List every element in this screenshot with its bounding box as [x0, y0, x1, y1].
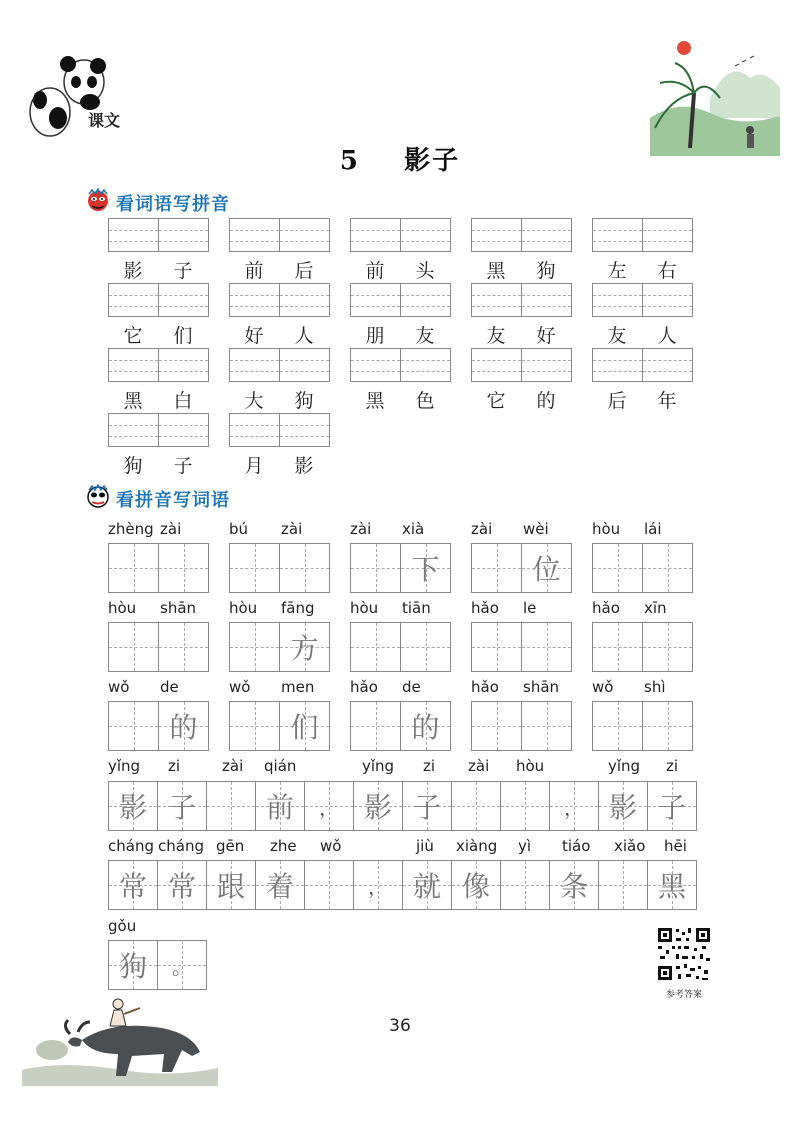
- sentence-cell[interactable]: [255, 781, 305, 831]
- pinyin-text: zài: [350, 520, 372, 538]
- pinyin-grid-pair: [592, 348, 692, 382]
- sentence-char: 着: [265, 870, 294, 903]
- vocab-char: 黑: [365, 390, 385, 412]
- buffalo-illustration: [22, 990, 218, 1086]
- vocab-char: 影: [123, 260, 143, 282]
- pinyin-text: de: [402, 678, 421, 696]
- writing-cell[interactable]: [642, 622, 693, 672]
- pinyin-cell[interactable]: [229, 283, 280, 317]
- vocab-char: 们: [173, 325, 193, 347]
- traced-char: 的: [411, 711, 440, 744]
- writing-grid-pair: [350, 543, 450, 593]
- pinyin-cell[interactable]: [400, 218, 451, 252]
- writing-cell[interactable]: [471, 701, 522, 751]
- vocab-char: 朋: [365, 325, 385, 347]
- writing-grid-pair: [471, 543, 571, 593]
- vocab-char: 它: [486, 390, 506, 412]
- vocab-char: 友: [486, 325, 506, 347]
- vocab-char: 后: [294, 260, 314, 282]
- pinyin-text: wǒ: [592, 678, 614, 696]
- writing-cell[interactable]: [350, 622, 401, 672]
- vocab-char: 子: [173, 455, 193, 477]
- sentence-cell[interactable]: [255, 860, 305, 910]
- traced-char: [109, 544, 158, 592]
- sentence-cell[interactable]: [108, 940, 158, 990]
- sentence-cell[interactable]: [157, 781, 207, 831]
- qr-code-icon[interactable]: [656, 926, 712, 982]
- sentence-cell[interactable]: [647, 860, 697, 910]
- vocab-word: [108, 256, 208, 283]
- writing-grid-pair: [108, 701, 208, 751]
- pinyin-cell[interactable]: [158, 348, 209, 382]
- vocab-word: [350, 386, 450, 413]
- pinyin-text: wǒ: [229, 678, 251, 696]
- sentence-cell[interactable]: [353, 781, 403, 831]
- writing-grid-pair: [471, 622, 571, 672]
- sentence-char: ，: [564, 795, 584, 820]
- lesson-title: [0, 140, 800, 177]
- sentence-char: 。: [172, 954, 192, 979]
- pinyin-cell[interactable]: [350, 283, 401, 317]
- traced-char: [643, 544, 692, 592]
- pinyin-grid-pair: [471, 283, 571, 317]
- pinyin-grid-pair: [592, 218, 692, 252]
- writing-cell[interactable]: [521, 701, 572, 751]
- sentence-pinyin: yì: [518, 837, 532, 855]
- sentence-pinyin: zi: [423, 757, 436, 775]
- pinyin-grid-pair: [108, 283, 208, 317]
- pinyin-grid-pair: [108, 348, 208, 382]
- vocab-char: 好: [244, 325, 264, 347]
- pinyin-cell[interactable]: [471, 348, 522, 382]
- writing-grid-pair: [592, 543, 692, 593]
- vocab-char: 人: [294, 325, 314, 347]
- sentence-cell[interactable]: [549, 860, 599, 910]
- sentence-pinyin: zi: [168, 757, 181, 775]
- writing-cell[interactable]: [350, 543, 401, 593]
- pinyin-cell[interactable]: [592, 218, 643, 252]
- sentence-grid-row: [108, 860, 696, 910]
- pinyin-cell[interactable]: [158, 283, 209, 317]
- pinyin-text: xīn: [644, 599, 667, 617]
- sentence-pinyin: zài: [222, 757, 244, 775]
- traced-char: [109, 623, 158, 671]
- sentence-pinyin: cháng: [158, 837, 204, 855]
- sentence-pinyin: hòu: [516, 757, 545, 775]
- traced-char: [472, 544, 521, 592]
- pinyin-grid-pair: [229, 283, 329, 317]
- sentence-char: [207, 782, 255, 830]
- sentence-char: 子: [412, 791, 441, 824]
- pinyin-text: zài: [160, 520, 182, 538]
- vocab-char: 好: [536, 325, 556, 347]
- writing-cell[interactable]: [400, 622, 451, 672]
- sentence-char: 影: [608, 791, 637, 824]
- sentence-cell[interactable]: [157, 860, 207, 910]
- pinyin-cell[interactable]: [592, 283, 643, 317]
- pinyin-text: shān: [160, 599, 197, 617]
- sentence-cell[interactable]: [402, 781, 452, 831]
- pinyin-text: fāng: [281, 599, 315, 617]
- writing-cell[interactable]: [521, 543, 572, 593]
- sentence-pinyin: qián: [264, 757, 297, 775]
- pinyin-grid-pair: [229, 348, 329, 382]
- writing-cell[interactable]: [158, 622, 209, 672]
- writing-grid-pair: [350, 622, 450, 672]
- vocab-char: 右: [657, 260, 677, 282]
- sentence-char: [305, 861, 353, 909]
- traced-char: [643, 702, 692, 750]
- pinyin-text: le: [523, 599, 537, 617]
- vocab-word: [229, 451, 329, 478]
- vocab-word: [471, 321, 571, 348]
- traced-char: [401, 623, 450, 671]
- pinyin-cell[interactable]: [279, 283, 330, 317]
- vocab-char: 黑: [486, 260, 506, 282]
- vocab-char: 友: [607, 325, 627, 347]
- vocab-char: 后: [607, 390, 627, 412]
- sentence-cell[interactable]: [598, 781, 648, 831]
- sentence-cell[interactable]: [647, 781, 697, 831]
- sentence-char: ，: [319, 795, 339, 820]
- pinyin-text: hǎo: [592, 599, 620, 617]
- writing-cell[interactable]: [229, 543, 280, 593]
- pinyin-cell[interactable]: [158, 413, 209, 447]
- pinyin-text: zhèng: [108, 520, 154, 538]
- vocab-char: 狗: [123, 455, 143, 477]
- traced-char: 们: [290, 711, 319, 744]
- vocab-word: [350, 256, 450, 283]
- sentence-pinyin: zhe: [270, 837, 297, 855]
- vocab-char: 友: [415, 325, 435, 347]
- sentence-pinyin: gēn: [216, 837, 245, 855]
- sentence-cell[interactable]: [353, 860, 403, 910]
- sentence-char: 前: [265, 791, 294, 824]
- sentence-cell[interactable]: [500, 860, 550, 910]
- pinyin-text: lái: [644, 520, 662, 538]
- writing-cell[interactable]: [229, 701, 280, 751]
- lesson-title-text: 影子: [404, 146, 461, 176]
- sentence-char: 常: [118, 870, 147, 903]
- pinyin-grid-pair: [229, 218, 329, 252]
- writing-grid-pair: [229, 622, 329, 672]
- sentence-pinyin: wǒ: [320, 837, 342, 855]
- traced-char: [522, 623, 571, 671]
- pinyin-text: de: [160, 678, 179, 696]
- writing-grid-pair: [108, 622, 208, 672]
- sentence-cell[interactable]: [304, 860, 354, 910]
- writing-cell[interactable]: [350, 701, 401, 751]
- pinyin-text: xià: [402, 520, 425, 538]
- sentence-cell[interactable]: [304, 781, 354, 831]
- pinyin-cell[interactable]: [350, 218, 401, 252]
- traced-char: [522, 702, 571, 750]
- sentence-pinyin: tiáo: [562, 837, 591, 855]
- sentence-cell[interactable]: [451, 860, 501, 910]
- pinyin-text: shān: [523, 678, 560, 696]
- pinyin-cell[interactable]: [592, 348, 643, 382]
- writing-cell[interactable]: [279, 701, 330, 751]
- vocab-word: [592, 256, 692, 283]
- sentence-char: 子: [167, 791, 196, 824]
- pinyin-cell[interactable]: [229, 413, 280, 447]
- writing-cell[interactable]: [592, 543, 643, 593]
- vocab-word: [229, 256, 329, 283]
- writing-cell[interactable]: [158, 543, 209, 593]
- sentence-char: [599, 861, 647, 909]
- sentence-pinyin: xiàng: [456, 837, 498, 855]
- traced-char: [351, 623, 400, 671]
- traced-char: 下: [411, 553, 440, 586]
- pinyin-text: hǎo: [350, 678, 378, 696]
- pinyin-cell[interactable]: [471, 218, 522, 252]
- traced-char: 方: [290, 632, 319, 665]
- vocab-char: 狗: [536, 260, 556, 282]
- writing-cell[interactable]: [158, 701, 209, 751]
- vocab-char: 色: [415, 390, 435, 412]
- pinyin-cell[interactable]: [642, 218, 693, 252]
- pinyin-cell[interactable]: [108, 218, 159, 252]
- traced-char: [109, 702, 158, 750]
- traced-char: [280, 544, 329, 592]
- vocab-char: 前: [244, 260, 264, 282]
- traced-char: [230, 623, 279, 671]
- vocab-char: 白: [173, 390, 193, 412]
- sentence-char: [501, 861, 549, 909]
- sentence-pinyin: xiǎo: [614, 837, 646, 855]
- sentence-char: 影: [363, 791, 392, 824]
- vocab-char: 左: [607, 260, 627, 282]
- pinyin-grid-pair: [350, 218, 450, 252]
- sentence-cell[interactable]: [549, 781, 599, 831]
- pinyin-cell[interactable]: [279, 348, 330, 382]
- pinyin-cell[interactable]: [279, 218, 330, 252]
- writing-grid-pair: [471, 701, 571, 751]
- vocab-char: 它: [123, 325, 143, 347]
- pinyin-text: bú: [229, 520, 249, 538]
- sentence-char: 影: [118, 791, 147, 824]
- vocab-word: [108, 386, 208, 413]
- pinyin-cell[interactable]: [158, 218, 209, 252]
- unit-label: 课文: [88, 111, 121, 130]
- traced-char: 的: [169, 711, 198, 744]
- vocab-word: [592, 386, 692, 413]
- vocab-char: 人: [657, 325, 677, 347]
- pinyin-text: hòu: [108, 599, 137, 617]
- sentence-cell[interactable]: [157, 940, 207, 990]
- writing-grid-pair: [229, 543, 329, 593]
- vocab-word: [229, 321, 329, 348]
- sentence-char: 狗: [118, 950, 147, 983]
- pinyin-text: hǎo: [471, 599, 499, 617]
- vocab-char: 的: [536, 390, 556, 412]
- writing-cell[interactable]: [471, 543, 522, 593]
- writing-grid-pair: [592, 622, 692, 672]
- pinyin-grid-pair: [592, 283, 692, 317]
- traced-char: [472, 623, 521, 671]
- sentence-char: [452, 782, 500, 830]
- traced-char: [593, 623, 642, 671]
- traced-char: [230, 702, 279, 750]
- sentence-pinyin: yǐng: [108, 757, 141, 775]
- vocab-char: 影: [294, 455, 314, 477]
- sentence-pinyin: hēi: [664, 837, 687, 855]
- writing-cell[interactable]: [521, 622, 572, 672]
- sentence-cell[interactable]: [206, 860, 256, 910]
- vocab-word: [229, 386, 329, 413]
- pinyin-cell[interactable]: [108, 283, 159, 317]
- traced-char: [230, 544, 279, 592]
- writing-cell[interactable]: [279, 543, 330, 593]
- traced-char: [472, 702, 521, 750]
- sentence-char: 像: [461, 870, 490, 903]
- writing-grid-pair: [229, 701, 329, 751]
- pinyin-text: tiān: [402, 599, 431, 617]
- section1-title: 看词语写拼音: [116, 194, 230, 215]
- sentence-char: 黑: [657, 870, 686, 903]
- sentence-char: 条: [559, 870, 588, 903]
- writing-grid-pair: [592, 701, 692, 751]
- pinyin-cell[interactable]: [400, 283, 451, 317]
- vocab-char: 前: [365, 260, 385, 282]
- traced-char: [159, 623, 208, 671]
- pinyin-cell[interactable]: [400, 348, 451, 382]
- writing-grid-pair: [350, 701, 450, 751]
- sentence-cell[interactable]: [108, 781, 158, 831]
- writing-cell[interactable]: [400, 701, 451, 751]
- writing-cell[interactable]: [592, 701, 643, 751]
- sentence-cell[interactable]: [402, 860, 452, 910]
- pinyin-text: hòu: [350, 599, 379, 617]
- sentence-char: 跟: [216, 870, 245, 903]
- sentence-cell[interactable]: [206, 781, 256, 831]
- page-number: 36: [389, 1016, 411, 1036]
- pinyin-cell[interactable]: [279, 413, 330, 447]
- pinyin-text: men: [281, 678, 315, 696]
- traced-char: 位: [532, 553, 561, 586]
- pinyin-text: wǒ: [108, 678, 130, 696]
- vocab-char: 年: [657, 390, 677, 412]
- pinyin-text: hòu: [229, 599, 258, 617]
- qr-caption: 参考答案: [665, 990, 702, 1000]
- vocab-word: [471, 386, 571, 413]
- writing-cell[interactable]: [471, 622, 522, 672]
- pinyin-grid-pair: [471, 218, 571, 252]
- pinyin-grid-pair: [350, 348, 450, 382]
- pinyin-cell[interactable]: [521, 218, 572, 252]
- pinyin-text: shì: [644, 678, 666, 696]
- opera-mask-icon-2: [86, 484, 110, 508]
- traced-char: [351, 702, 400, 750]
- pinyin-cell[interactable]: [521, 348, 572, 382]
- sentence-char: 常: [167, 870, 196, 903]
- writing-grid-pair: [108, 543, 208, 593]
- vocab-char: 黑: [123, 390, 143, 412]
- sentence-pinyin: yǐng: [608, 757, 641, 775]
- sentence-grid-row: [108, 781, 696, 831]
- pinyin-cell[interactable]: [108, 413, 159, 447]
- writing-cell[interactable]: [400, 543, 451, 593]
- pinyin-text: wèi: [523, 520, 549, 538]
- sentence-pinyin: cháng: [108, 837, 154, 855]
- pinyin-text: zài: [471, 520, 493, 538]
- pinyin-grid-pair: [108, 413, 208, 447]
- landscape-illustration: [650, 38, 780, 156]
- sentence-grid-row: [108, 940, 206, 990]
- sentence-pinyin: yǐng: [362, 757, 395, 775]
- vocab-word: [592, 321, 692, 348]
- pinyin-cell[interactable]: [350, 348, 401, 382]
- sentence-char: 子: [657, 791, 686, 824]
- sentence-char: [501, 782, 549, 830]
- writing-cell[interactable]: [592, 622, 643, 672]
- traced-char: [351, 544, 400, 592]
- section2-title: 看拼音写词语: [116, 490, 230, 511]
- pinyin-text: hòu: [592, 520, 621, 538]
- sentence-char: ，: [368, 874, 388, 899]
- sentence-pinyin: jiù: [416, 837, 434, 855]
- pinyin-text: zài: [281, 520, 303, 538]
- writing-cell[interactable]: [279, 622, 330, 672]
- vocab-char: 子: [173, 260, 193, 282]
- vocab-word: [350, 321, 450, 348]
- opera-mask-icon: [86, 188, 110, 212]
- writing-cell[interactable]: [229, 622, 280, 672]
- writing-cell[interactable]: [108, 543, 159, 593]
- sentence-pinyin: zi: [666, 757, 679, 775]
- lesson-number: 5: [339, 146, 360, 176]
- pinyin-cell[interactable]: [642, 348, 693, 382]
- pinyin-text: hǎo: [471, 678, 499, 696]
- writing-cell[interactable]: [642, 543, 693, 593]
- writing-cell[interactable]: [108, 622, 159, 672]
- pinyin-cell[interactable]: [642, 283, 693, 317]
- sentence-cell[interactable]: [598, 860, 648, 910]
- sentence-cell[interactable]: [108, 860, 158, 910]
- vocab-word: [108, 321, 208, 348]
- pinyin-cell[interactable]: [229, 218, 280, 252]
- sentence-cell[interactable]: [451, 781, 501, 831]
- pinyin-cell[interactable]: [108, 348, 159, 382]
- pinyin-cell[interactable]: [521, 283, 572, 317]
- pinyin-grid-pair: [350, 283, 450, 317]
- traced-char: [593, 544, 642, 592]
- traced-char: [593, 702, 642, 750]
- vocab-word: [471, 256, 571, 283]
- vocab-char: 大: [244, 390, 264, 412]
- writing-cell[interactable]: [642, 701, 693, 751]
- sentence-cell[interactable]: [500, 781, 550, 831]
- pinyin-cell[interactable]: [471, 283, 522, 317]
- sentence-pinyin: zài: [468, 757, 490, 775]
- traced-char: [159, 544, 208, 592]
- sentence-char: 就: [412, 870, 441, 903]
- vocab-char: 头: [415, 260, 435, 282]
- vocab-word: [108, 451, 208, 478]
- vocab-char: 狗: [294, 390, 314, 412]
- pinyin-grid-pair: [471, 348, 571, 382]
- vocab-char: 月: [244, 455, 264, 477]
- pinyin-cell[interactable]: [229, 348, 280, 382]
- pinyin-grid-pair: [108, 218, 208, 252]
- pinyin-grid-pair: [229, 413, 329, 447]
- writing-cell[interactable]: [108, 701, 159, 751]
- sentence-pinyin: gǒu: [108, 917, 137, 935]
- traced-char: [643, 623, 692, 671]
